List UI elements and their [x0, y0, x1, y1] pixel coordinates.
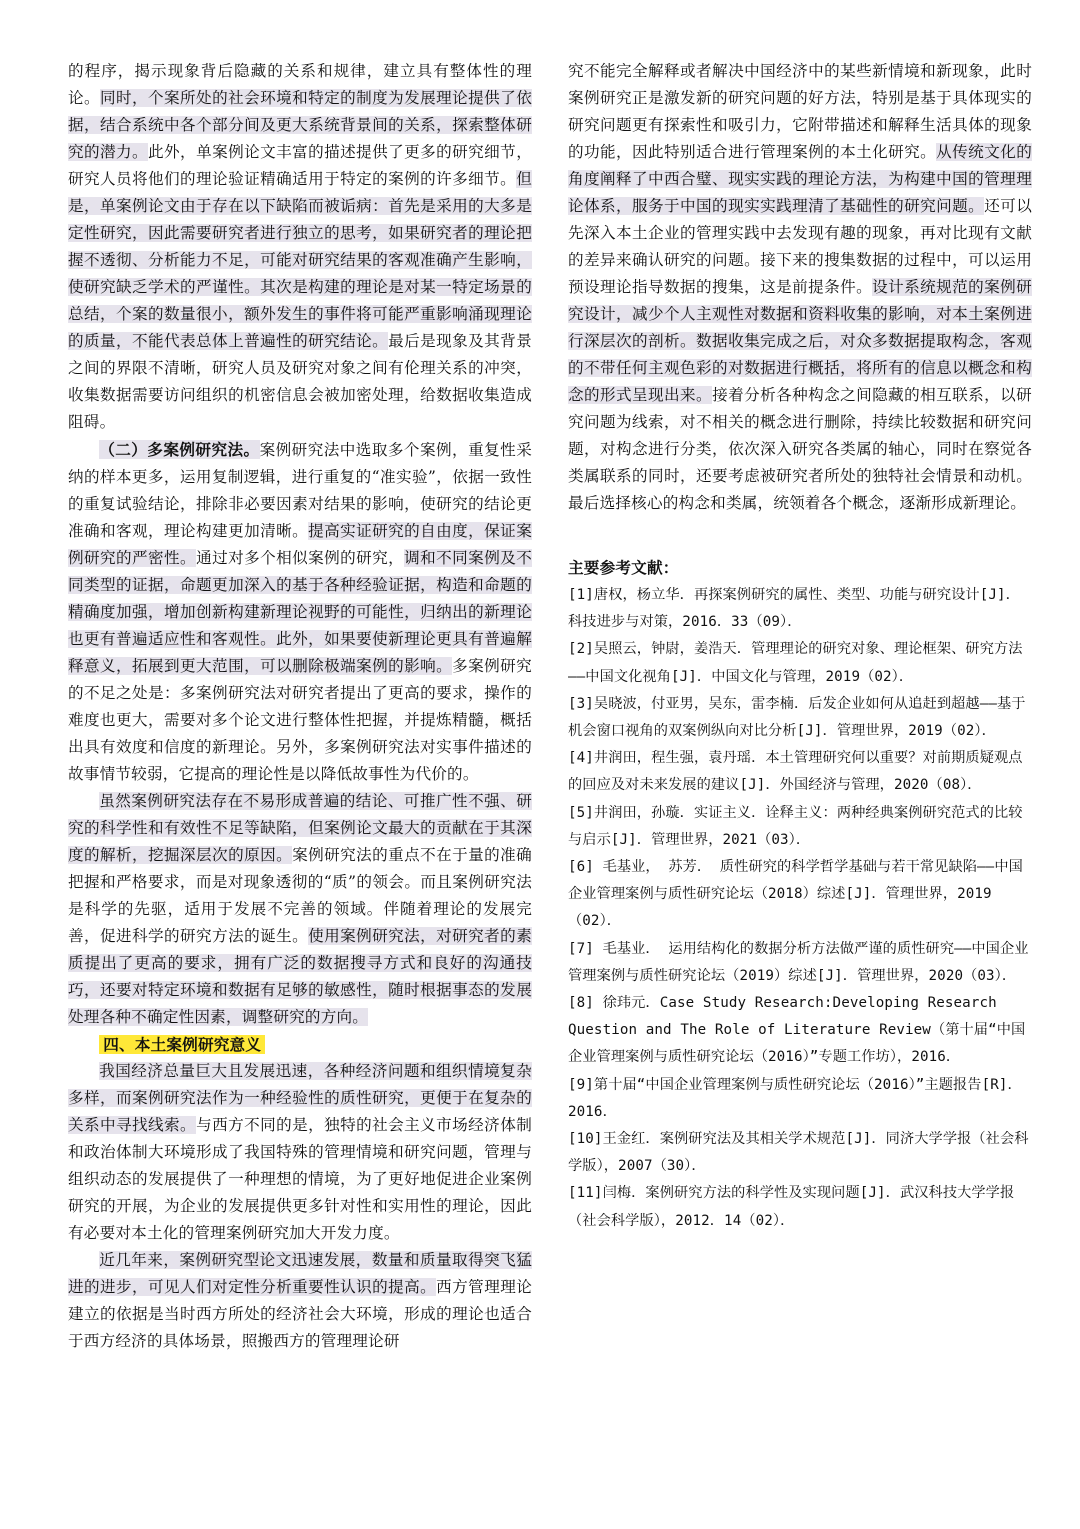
highlighted-run: 调和不同案例及不同类型的证据，命题更加深入的基于各种经验证据，构造和命题的精确度加强，增加创新构建新理论视野的可能性，归纳出的新理论也更有普遍适应性和客观性。此外，如果要使新理论更具有普遍解释意义，拓展到更大范围，可以删除极端案例的影响。 [68, 549, 532, 675]
highlighted-run: 设计系统规范的案例研究设计，减少个人主观性对数据和资料收集的影响，对本土案例进行深层次的剖析。数据收集完成之后，对众多数据提取构念，客观的不带任何主观色彩的对数据进行概括，将所有的信息以概念和构念的形式呈现出来。 [568, 278, 1032, 404]
highlighted-run: 从传统文化的角度阐释了中西合璧、现实实践的理论方法，为构建中国的管理理论体系，服务于中国的现实实践理清了基础性的研究问题。 [568, 143, 1033, 215]
reference-item: [4]井润田，程生强，袁丹瑶．本土管理研究何以重要？对前期质疑观点的回应及对未来发展的建议[J]．外国经济与管理，2020（08）． [568, 750, 1023, 794]
highlighted-run: 但是，单案例论文由于存在以下缺陷而被诟病：首先是采用的大多是定性研究，因此需要研究者进行独立的思考，如果研究者的理论把握不透彻、分析能力不足，可能对研究结果的客观准确产生影响，使研究缺乏学术的严谨性。其次是构建的理论是对某一特定场景的总结，个案的数量很小，额外发生的事件将可能严重影响涌现理论的质量，不能代表总体上普遍性的研究结论。 [68, 170, 532, 350]
reference-item: [2]吴照云，钟尉，姜浩天．管理理论的研究对象、理论框架、研究方法——中国文化视角[J]．中国文化与管理，2019（02）． [568, 641, 1023, 685]
highlighted-run: 提高实证研究的自由度，保证案例研究的严密性。 [68, 522, 532, 567]
text-run: 接着分析各种构念之间隐藏的相互联系，以研究问题为线索，对不相关的概念进行删除，持续比较数据和研究问题，对构念进行分类，依次深入研究各类属的轴心，同时在察觉各类属联系的同时，还要考虑被研究者所处的独特社会情景和动机。最后选择核心的构念和类属，统领着各个概念，逐渐形成新理论。 [568, 386, 1032, 512]
highlighted-run: 近几年来，案例研究型论文迅速发展，数量和质量取得突飞猛进的进步，可见人们对定性分析重要性认识的提高。 [68, 1251, 532, 1296]
reference-item: [9]第十届“中国企业管理案例与质性研究论坛（2016）”主题报告[R]．2016． [568, 1076, 1022, 1120]
highlighted-run: 我国经济总量巨大且发展迅速，各种经济问题和组织情境复杂多样，而案例研究法作为一种经验性的质性研究，更便于在复杂的关系中寻找线索。 [68, 1062, 532, 1134]
reference-item: [11]闫梅．案例研究方法的科学性及实现问题[J]．武汉科技大学学报（社会科学版），2012．14（02）． [568, 1185, 1015, 1229]
reference-item: [7] 毛基业． 运用结构化的数据分析方法做严谨的质性研究——中国企业管理案例与质性研究论坛（2019）综述[J]．管理世界，2020（03）． [568, 940, 1029, 984]
text-run: 的程序，揭示现象背后隐藏的关系和规律，建立具有整体性的理论。 [68, 62, 532, 107]
reference-item: [1]唐权，杨立华．再探案例研究的属性、类型、功能与研究设计[J]．科技进步与对策，2016．33（09）． [568, 587, 1020, 631]
highlighted-run: 虽然案例研究法存在不易形成普遍的结论、可推广性不强、研究的科学性和有效性不足等缺陷，但案例论文最大的贡献在于其深度的解析，挖掘深层次的原因。 [68, 792, 532, 864]
references-list [568, 582, 1032, 1235]
paragraph-localization [568, 58, 1032, 517]
highlighted-run: 同时，个案所处的社会环境和特定的制度为发展理论提供了依据，结合系统中各个部分间及更大系统背景间的关系，探索整体研究的潜力。 [68, 89, 532, 161]
text-run: 此外，单案例论文丰富的描述提供了更多的研究细节，研究人员将他们的理论验证精确适用于特定的案例的许多细节。 [68, 143, 532, 188]
text-run: 案例研究法的重点不在于量的准确把握和严格要求，而是对现象透彻的“质”的领会。而且案例研究法是科学的先驱，适用于发展不完善的领域。伴随着理论的发展完善，促进科学的研究方法的诞生。 [68, 846, 532, 945]
paragraph-multi-case [68, 436, 532, 788]
highlighted-run: 使用案例研究法，对研究者的素质提出了更高的要求，拥有广泛的数据搜寻方式和良好的沟通技巧，还要对特定环境和数据有足够的敏感性，随时根据事态的发展处理各种不确定性因素，调整研究的方向。 [68, 927, 532, 1026]
reference-item: [3]吴晓波，付亚男，吴东，雷李楠．后发企业如何从追赶到超越——基于机会窗口视角的双案例纵向对比分析[J]．管理世界，2019（02）． [568, 695, 1026, 740]
paragraph-case-contribution [68, 788, 532, 1031]
paragraph-recent-development [68, 1247, 532, 1355]
paragraph-single-case-summary [68, 58, 532, 436]
text-run: 还可以先深入本土企业的管理实践中去发现有趣的现象，再对比现有文献的差异来确认研究的问题。接下来的搜集数据的过程中，可以运用预设理论指导数据的搜集，这是前提条件。 [568, 197, 1032, 296]
text-run: 究不能完全解释或者解决中国经济中的某些新情境和新现象，此时案例研究正是激发新的研究问题的好方法，特别是基于具体现实的研究问题更有探索性和吸引力，它附带描述和解释生活具体的现象的功能，因此特别适合进行管理案例的本土化研究。 [568, 62, 1032, 161]
reference-item: [6] 毛基业， 苏芳． 质性研究的科学哲学基础与若干常见缺陷——中国企业管理案例与质性研究论坛（2018）综述[J]．管理世界，2019（02）． [568, 859, 1023, 930]
text-run: 西方管理理论建立的依据是当时西方所处的经济社会大环境，形成的理论也适合于西方经济的具体场景，照搬西方的管理理论研 [68, 1278, 533, 1350]
subsection-heading: （二）多案例研究法。 [99, 440, 260, 459]
text-run: 最后是现象及其背景之间的界限不清晰，研究人员及研究对象之间有伦理关系的冲突，收集数据需要访问组织的机密信息会被加密处理，给数据收集造成阻碍。 [68, 332, 532, 431]
text-run: 案例研究法中选取多个案例，重复性采纳的样本更多，运用复制逻辑，进行重复的“准实验”，依据一致性的重复试验结论，排除非必要因素对结果的影响，使研究的结论更准确和客观，理论构建更加清晰。 [68, 441, 532, 540]
reference-item: [5]井润田，孙璇．实证主义．诠释主义：两种经典案例研究范式的比较与启示[J]．管理世界，2021（03）． [568, 804, 1023, 848]
reference-item: [8] 徐玮元．Case Study Research:Developing Research Question and The Role of Literature Review（第十届“中国企业管理案例与质性研究论坛（2016）”专题工作坊），2016． [568, 995, 1026, 1066]
section-title: 四、本土案例研究意义 [99, 1035, 265, 1054]
right-column [568, 58, 1032, 1235]
references-title: 主要参考文献： [568, 560, 679, 577]
text-run: 通过对多个相似案例的研究， [196, 549, 405, 567]
left-column [68, 58, 532, 1355]
reference-item: [10]王金红．案例研究法及其相关学术规范[J]．同济大学学报（社会科学版），2007（30）． [568, 1131, 1029, 1175]
text-run: 与西方不同的是，独特的社会主义市场经济体制和政治体制大环境形成了我国特殊的管理情境和研究问题，管理与组织动态的发展提供了一种理想的情境，为了更好地促进企业案例研究的开展，为企业的发展提供更多针对性和实用性的理论，因此有必要对本土化的管理案例研究加大开发力度。 [68, 1116, 532, 1242]
text-run: 多案例研究的不足之处是：多案例研究法对研究者提出了更高的要求，操作的难度也更大，需要对多个论文进行整体性把握，并提炼精髓，概括出具有效度和信度的新理论。另外，多案例研究法对实事件描述的故事情节较弱，它提高的理论性是以降低故事性为代价的。 [68, 657, 532, 783]
paragraph-local-significance [68, 1058, 532, 1247]
section-heading [68, 1031, 532, 1058]
